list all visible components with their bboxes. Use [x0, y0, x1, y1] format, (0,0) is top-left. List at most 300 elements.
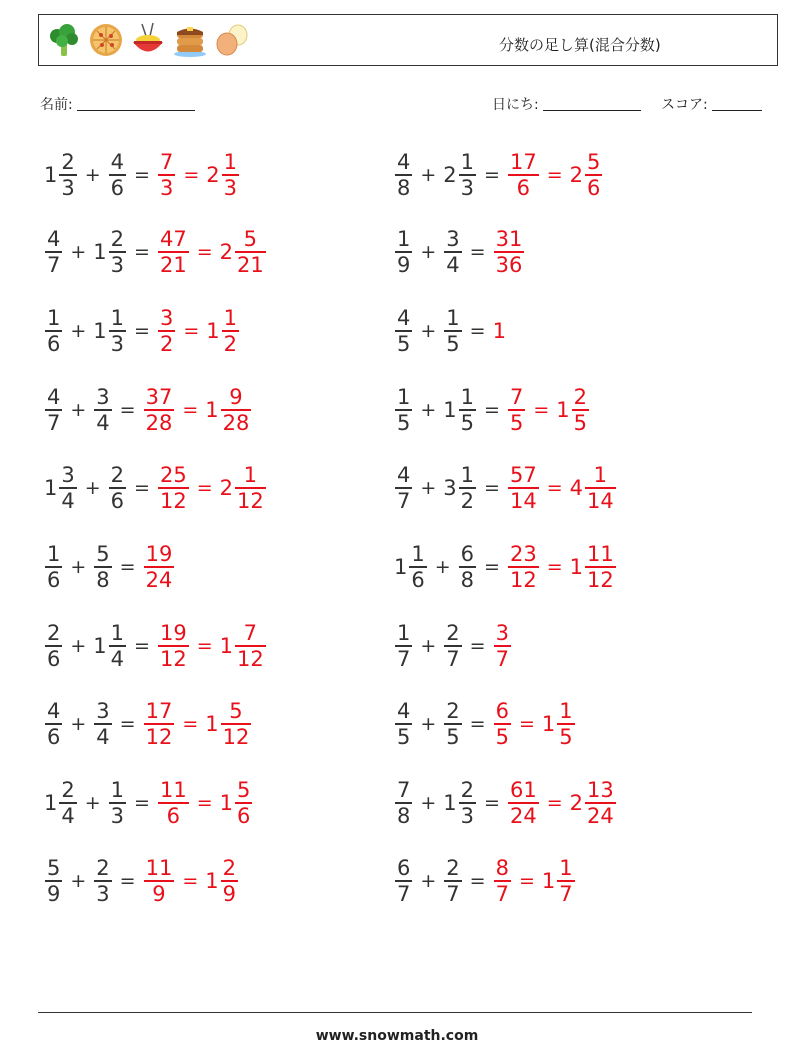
- denominator: 2: [223, 331, 238, 356]
- plus-sign: +: [420, 870, 437, 892]
- numerator: 13: [587, 778, 614, 803]
- equals-sign: =: [484, 477, 500, 499]
- numerator: 3: [96, 385, 110, 410]
- numerator: 4: [397, 150, 411, 175]
- footer-divider: [38, 1012, 752, 1013]
- fraction: [557, 856, 574, 906]
- fraction: [235, 621, 266, 671]
- numerator: 1: [397, 385, 411, 410]
- fraction-term: [108, 778, 127, 828]
- answer: [507, 778, 617, 828]
- fraction: [444, 306, 461, 356]
- equals-sign: =: [518, 870, 535, 892]
- numerator: 2: [47, 621, 61, 646]
- noodle-bowl-icon: [129, 21, 167, 59]
- fraction: [144, 385, 175, 435]
- denominator: 3: [110, 252, 125, 277]
- fraction: [395, 150, 412, 200]
- fraction-term: [443, 227, 462, 277]
- answer-term: [220, 778, 254, 828]
- numerator: 1: [446, 306, 460, 331]
- denominator: 5: [559, 724, 573, 749]
- equals-sign: =: [182, 399, 199, 421]
- denominator: 3: [460, 803, 475, 828]
- fraction: [572, 385, 589, 435]
- answer: [143, 385, 253, 435]
- fraction: [508, 463, 539, 513]
- answer: [507, 542, 617, 592]
- fraction: [158, 778, 189, 828]
- fraction: [494, 621, 511, 671]
- fraction: [585, 778, 616, 828]
- denominator: 14: [587, 488, 614, 513]
- answer-term: [220, 227, 267, 277]
- numerator: 1: [243, 463, 258, 488]
- fraction: [494, 699, 511, 749]
- fraction: [144, 542, 175, 592]
- problem-11: [44, 537, 175, 597]
- numerator: 11: [159, 778, 187, 803]
- numerator: 1: [47, 542, 61, 567]
- equals-sign: =: [182, 713, 199, 735]
- answer: [157, 463, 267, 513]
- fraction: [109, 778, 126, 828]
- answer-term: [507, 542, 540, 592]
- numerator: 3: [446, 227, 460, 252]
- answer-term: [493, 227, 526, 277]
- numerator: 4: [397, 306, 411, 331]
- denominator: 6: [587, 175, 601, 200]
- numerator: 1: [110, 621, 125, 646]
- answer: [507, 150, 603, 200]
- problem-18: [394, 773, 617, 833]
- denominator: 24: [587, 803, 614, 828]
- problem-7: [44, 380, 252, 440]
- whole-number: 1: [44, 163, 58, 187]
- equals-sign: =: [134, 320, 150, 342]
- equals-sign: =: [134, 792, 150, 814]
- fraction-term: [443, 856, 462, 906]
- plus-sign: +: [70, 635, 87, 657]
- answer: [493, 227, 526, 277]
- fraction-term: [394, 463, 413, 513]
- problem-20: [394, 851, 576, 911]
- answer-term: [507, 463, 540, 513]
- numerator: 5: [229, 699, 243, 724]
- fraction: [94, 856, 111, 906]
- whole-number: 1: [205, 398, 219, 422]
- numerator: 1: [460, 385, 475, 410]
- fraction: [444, 227, 461, 277]
- denominator: 9: [152, 881, 166, 906]
- fraction-term: [44, 463, 78, 513]
- denominator: 5: [397, 331, 411, 356]
- problem-13: [44, 616, 267, 676]
- plus-sign: +: [420, 477, 437, 499]
- numerator: 1: [110, 306, 125, 331]
- fraction: [235, 227, 266, 277]
- answer-term: [157, 306, 176, 356]
- numerator: 2: [110, 463, 125, 488]
- equals-sign: =: [469, 713, 486, 735]
- whole-number: 1: [443, 398, 457, 422]
- fraction: [508, 542, 539, 592]
- fraction-term: [443, 778, 477, 828]
- numerator: 31: [495, 227, 523, 252]
- score-label: スコア:: [661, 97, 708, 113]
- problem-17: [44, 773, 253, 833]
- plus-sign: +: [84, 164, 101, 186]
- denominator: 6: [47, 646, 61, 671]
- equals-sign: =: [183, 164, 200, 186]
- fraction-term: [93, 621, 127, 671]
- numerator: 19: [145, 542, 173, 567]
- fraction-term: [443, 306, 462, 356]
- answer-term: [493, 699, 512, 749]
- denominator: 9: [47, 881, 61, 906]
- numerator: 37: [145, 385, 173, 410]
- fraction: [144, 699, 175, 749]
- numerator: 6: [460, 542, 475, 567]
- denominator: 3: [223, 175, 238, 200]
- answer: [493, 699, 576, 749]
- numerator: 1: [593, 463, 608, 488]
- denominator: 7: [397, 488, 411, 513]
- fraction: [557, 699, 574, 749]
- fraction-term: [394, 621, 413, 671]
- denominator: 7: [446, 881, 460, 906]
- fraction-term: [44, 227, 63, 277]
- answer: [143, 856, 239, 906]
- numerator: 4: [110, 150, 125, 175]
- numerator: 2: [460, 778, 475, 803]
- numerator: 7: [397, 778, 411, 803]
- answer-term: [157, 778, 190, 828]
- problem-3: [44, 222, 267, 282]
- fraction: [45, 306, 62, 356]
- answer-term: [143, 385, 176, 435]
- plus-sign: +: [70, 320, 87, 342]
- whole-number: 2: [569, 163, 583, 187]
- denominator: 6: [411, 567, 425, 592]
- fraction: [109, 463, 126, 513]
- equals-sign: =: [119, 870, 136, 892]
- whole-number: 1: [93, 240, 107, 264]
- equals-sign: =: [469, 870, 486, 892]
- answer: [493, 856, 576, 906]
- answer-term: [206, 150, 240, 200]
- fraction: [508, 150, 539, 200]
- equals-sign: =: [134, 241, 150, 263]
- answer-term: [556, 385, 590, 435]
- equals-sign: =: [196, 792, 213, 814]
- problem-10: [394, 458, 617, 518]
- whole-number: 3: [443, 476, 457, 500]
- problem-15: [44, 694, 252, 754]
- fraction: [158, 306, 175, 356]
- plus-sign: +: [434, 556, 451, 578]
- equals-sign: =: [134, 164, 150, 186]
- denominator: 2: [159, 331, 174, 356]
- numerator: 5: [96, 542, 110, 567]
- denominator: 4: [96, 410, 110, 435]
- fraction: [508, 385, 525, 435]
- denominator: 21: [237, 252, 264, 277]
- fraction: [94, 542, 111, 592]
- numerator: 2: [446, 699, 460, 724]
- score-blank[interactable]: [712, 96, 762, 111]
- denominator: 14: [509, 488, 537, 513]
- fraction: [444, 621, 461, 671]
- problem-5: [44, 301, 240, 361]
- numerator: 2: [110, 227, 125, 252]
- whole-number: 1: [443, 791, 457, 815]
- numerator: 57: [509, 463, 537, 488]
- fraction-term: [93, 699, 112, 749]
- problem-9: [44, 458, 267, 518]
- fraction: [94, 699, 111, 749]
- equals-sign: =: [469, 320, 486, 342]
- equals-sign: =: [196, 241, 213, 263]
- numerator: 1: [397, 227, 411, 252]
- numerator: 5: [243, 227, 258, 252]
- answer-term: [507, 778, 540, 828]
- equals-sign: =: [546, 792, 563, 814]
- date-blank[interactable]: [543, 96, 641, 111]
- fraction: [45, 542, 62, 592]
- numerator: 3: [96, 699, 110, 724]
- denominator: 3: [96, 881, 110, 906]
- numerator: 4: [47, 227, 61, 252]
- numerator: 2: [446, 856, 460, 881]
- pancake-stack-icon: [171, 21, 209, 59]
- header-icons: [45, 21, 251, 59]
- fraction: [585, 542, 616, 592]
- equals-sign: =: [546, 164, 563, 186]
- answer-term: [143, 542, 176, 592]
- answer-term: [507, 150, 540, 200]
- whole-number: 1: [219, 634, 233, 658]
- fraction: [459, 385, 476, 435]
- fraction: [459, 542, 476, 592]
- denominator: 7: [47, 410, 61, 435]
- equals-sign: =: [546, 556, 563, 578]
- denominator: 8: [397, 175, 411, 200]
- fraction-term: [443, 463, 477, 513]
- whole-number: 2: [219, 476, 233, 500]
- fraction-term: [458, 542, 477, 592]
- numerator: 3: [159, 306, 174, 331]
- whole-number: 1: [93, 319, 107, 343]
- fraction: [221, 699, 252, 749]
- fraction: [395, 385, 412, 435]
- numerator: 1: [223, 306, 238, 331]
- numerator: 2: [573, 385, 588, 410]
- fraction: [395, 621, 412, 671]
- problem-16: [394, 694, 576, 754]
- denominator: 7: [397, 881, 411, 906]
- fraction: [494, 856, 511, 906]
- answer-term: [542, 856, 576, 906]
- date-field: [492, 94, 641, 114]
- fraction: [45, 385, 62, 435]
- footer-url: www.snowmath.com: [315, 1028, 479, 1044]
- fraction: [59, 778, 76, 828]
- answer: [157, 778, 253, 828]
- answer: [143, 542, 176, 592]
- fraction-term: [394, 542, 428, 592]
- answer-term: [542, 699, 576, 749]
- fraction-term: [394, 227, 413, 277]
- fraction: [395, 856, 412, 906]
- fraction: [585, 463, 616, 513]
- equals-sign: =: [484, 792, 500, 814]
- fraction-term: [394, 385, 413, 435]
- numerator: 19: [159, 621, 187, 646]
- fraction-term: [394, 306, 413, 356]
- equals-sign: =: [469, 241, 486, 263]
- fraction: [508, 778, 539, 828]
- answer: [143, 699, 253, 749]
- name-blank[interactable]: [77, 96, 195, 111]
- fraction-term: [443, 621, 462, 671]
- fraction-term: [394, 778, 413, 828]
- fraction-term: [394, 150, 413, 200]
- plus-sign: +: [70, 241, 87, 263]
- denominator: 6: [516, 175, 531, 200]
- name-label: 名前:: [40, 97, 73, 113]
- answer: [157, 306, 240, 356]
- answer: [507, 385, 590, 435]
- fraction-term: [93, 227, 127, 277]
- broccoli-icon: [45, 21, 83, 59]
- fraction: [444, 856, 461, 906]
- fraction: [221, 856, 238, 906]
- equals-sign: =: [484, 556, 500, 578]
- whole-number: 1: [44, 476, 58, 500]
- equals-sign: =: [119, 399, 136, 421]
- fraction: [109, 306, 126, 356]
- numerator: 5: [587, 150, 601, 175]
- numerator: 23: [509, 542, 537, 567]
- denominator: 5: [397, 410, 411, 435]
- answer-term: [205, 856, 239, 906]
- fraction: [109, 621, 126, 671]
- date-label: 日にち:: [492, 97, 539, 113]
- fraction: [94, 385, 111, 435]
- denominator: 7: [559, 881, 573, 906]
- equals-sign: =: [183, 320, 200, 342]
- answer: [157, 621, 267, 671]
- numerator: 1: [460, 463, 475, 488]
- numerator: 7: [159, 150, 174, 175]
- fraction: [109, 150, 126, 200]
- fraction: [45, 699, 62, 749]
- fraction: [459, 463, 476, 513]
- denominator: 7: [446, 646, 460, 671]
- plus-sign: +: [420, 399, 437, 421]
- fraction-term: [93, 542, 112, 592]
- denominator: 7: [495, 881, 509, 906]
- answer-term: [220, 463, 267, 513]
- fraction: [395, 306, 412, 356]
- answer-term: [220, 621, 267, 671]
- whole-number: 1: [206, 319, 220, 343]
- equals-sign: =: [484, 399, 500, 421]
- numerator: 25: [159, 463, 187, 488]
- denominator: 21: [159, 252, 187, 277]
- denominator: 3: [159, 175, 174, 200]
- whole-number: 4: [569, 476, 583, 500]
- denominator: 3: [110, 331, 125, 356]
- whole-number: 1: [205, 712, 219, 736]
- answer: [493, 319, 507, 343]
- answer-term: [143, 856, 176, 906]
- numerator: 47: [159, 227, 187, 252]
- equals-sign: =: [134, 477, 150, 499]
- denominator: 5: [446, 331, 460, 356]
- answer: [157, 150, 240, 200]
- numerator: 3: [61, 463, 75, 488]
- eggs-icon: [213, 21, 251, 59]
- denominator: 4: [446, 252, 460, 277]
- fraction: [235, 463, 266, 513]
- whole-number: 2: [219, 240, 233, 264]
- fraction: [59, 150, 76, 200]
- denominator: 7: [47, 252, 61, 277]
- answer-term: [157, 463, 190, 513]
- header-box: [38, 14, 778, 66]
- numerator: 7: [243, 621, 258, 646]
- denominator: 12: [237, 488, 264, 513]
- fraction: [494, 227, 525, 277]
- equals-sign: =: [533, 399, 550, 421]
- denominator: 6: [166, 803, 181, 828]
- equals-sign: =: [119, 713, 136, 735]
- denominator: 12: [237, 646, 264, 671]
- denominator: 8: [96, 567, 110, 592]
- whole-number: 1: [93, 634, 107, 658]
- plus-sign: +: [70, 556, 87, 578]
- equals-sign: =: [469, 635, 486, 657]
- fraction: [409, 542, 426, 592]
- fraction: [45, 227, 62, 277]
- denominator: 12: [587, 567, 614, 592]
- numerator: 1: [110, 778, 125, 803]
- answer: [157, 227, 267, 277]
- answer-term: [507, 385, 526, 435]
- denominator: 5: [509, 410, 524, 435]
- denominator: 7: [397, 646, 411, 671]
- problem-2: [394, 145, 603, 205]
- plus-sign: +: [420, 241, 437, 263]
- numerator: 2: [61, 150, 75, 175]
- fraction-term: [44, 542, 63, 592]
- pizza-icon: [87, 21, 125, 59]
- fraction-term: [108, 150, 127, 200]
- equals-sign: =: [546, 477, 563, 499]
- denominator: 12: [145, 724, 173, 749]
- whole-number: 1: [394, 555, 408, 579]
- problem-14: [394, 616, 512, 676]
- score-field: [661, 94, 762, 114]
- numerator: 1: [397, 621, 411, 646]
- whole-number: 1: [541, 869, 556, 893]
- fraction: [222, 306, 239, 356]
- denominator: 6: [110, 175, 125, 200]
- plus-sign: +: [84, 792, 101, 814]
- denominator: 12: [509, 567, 537, 592]
